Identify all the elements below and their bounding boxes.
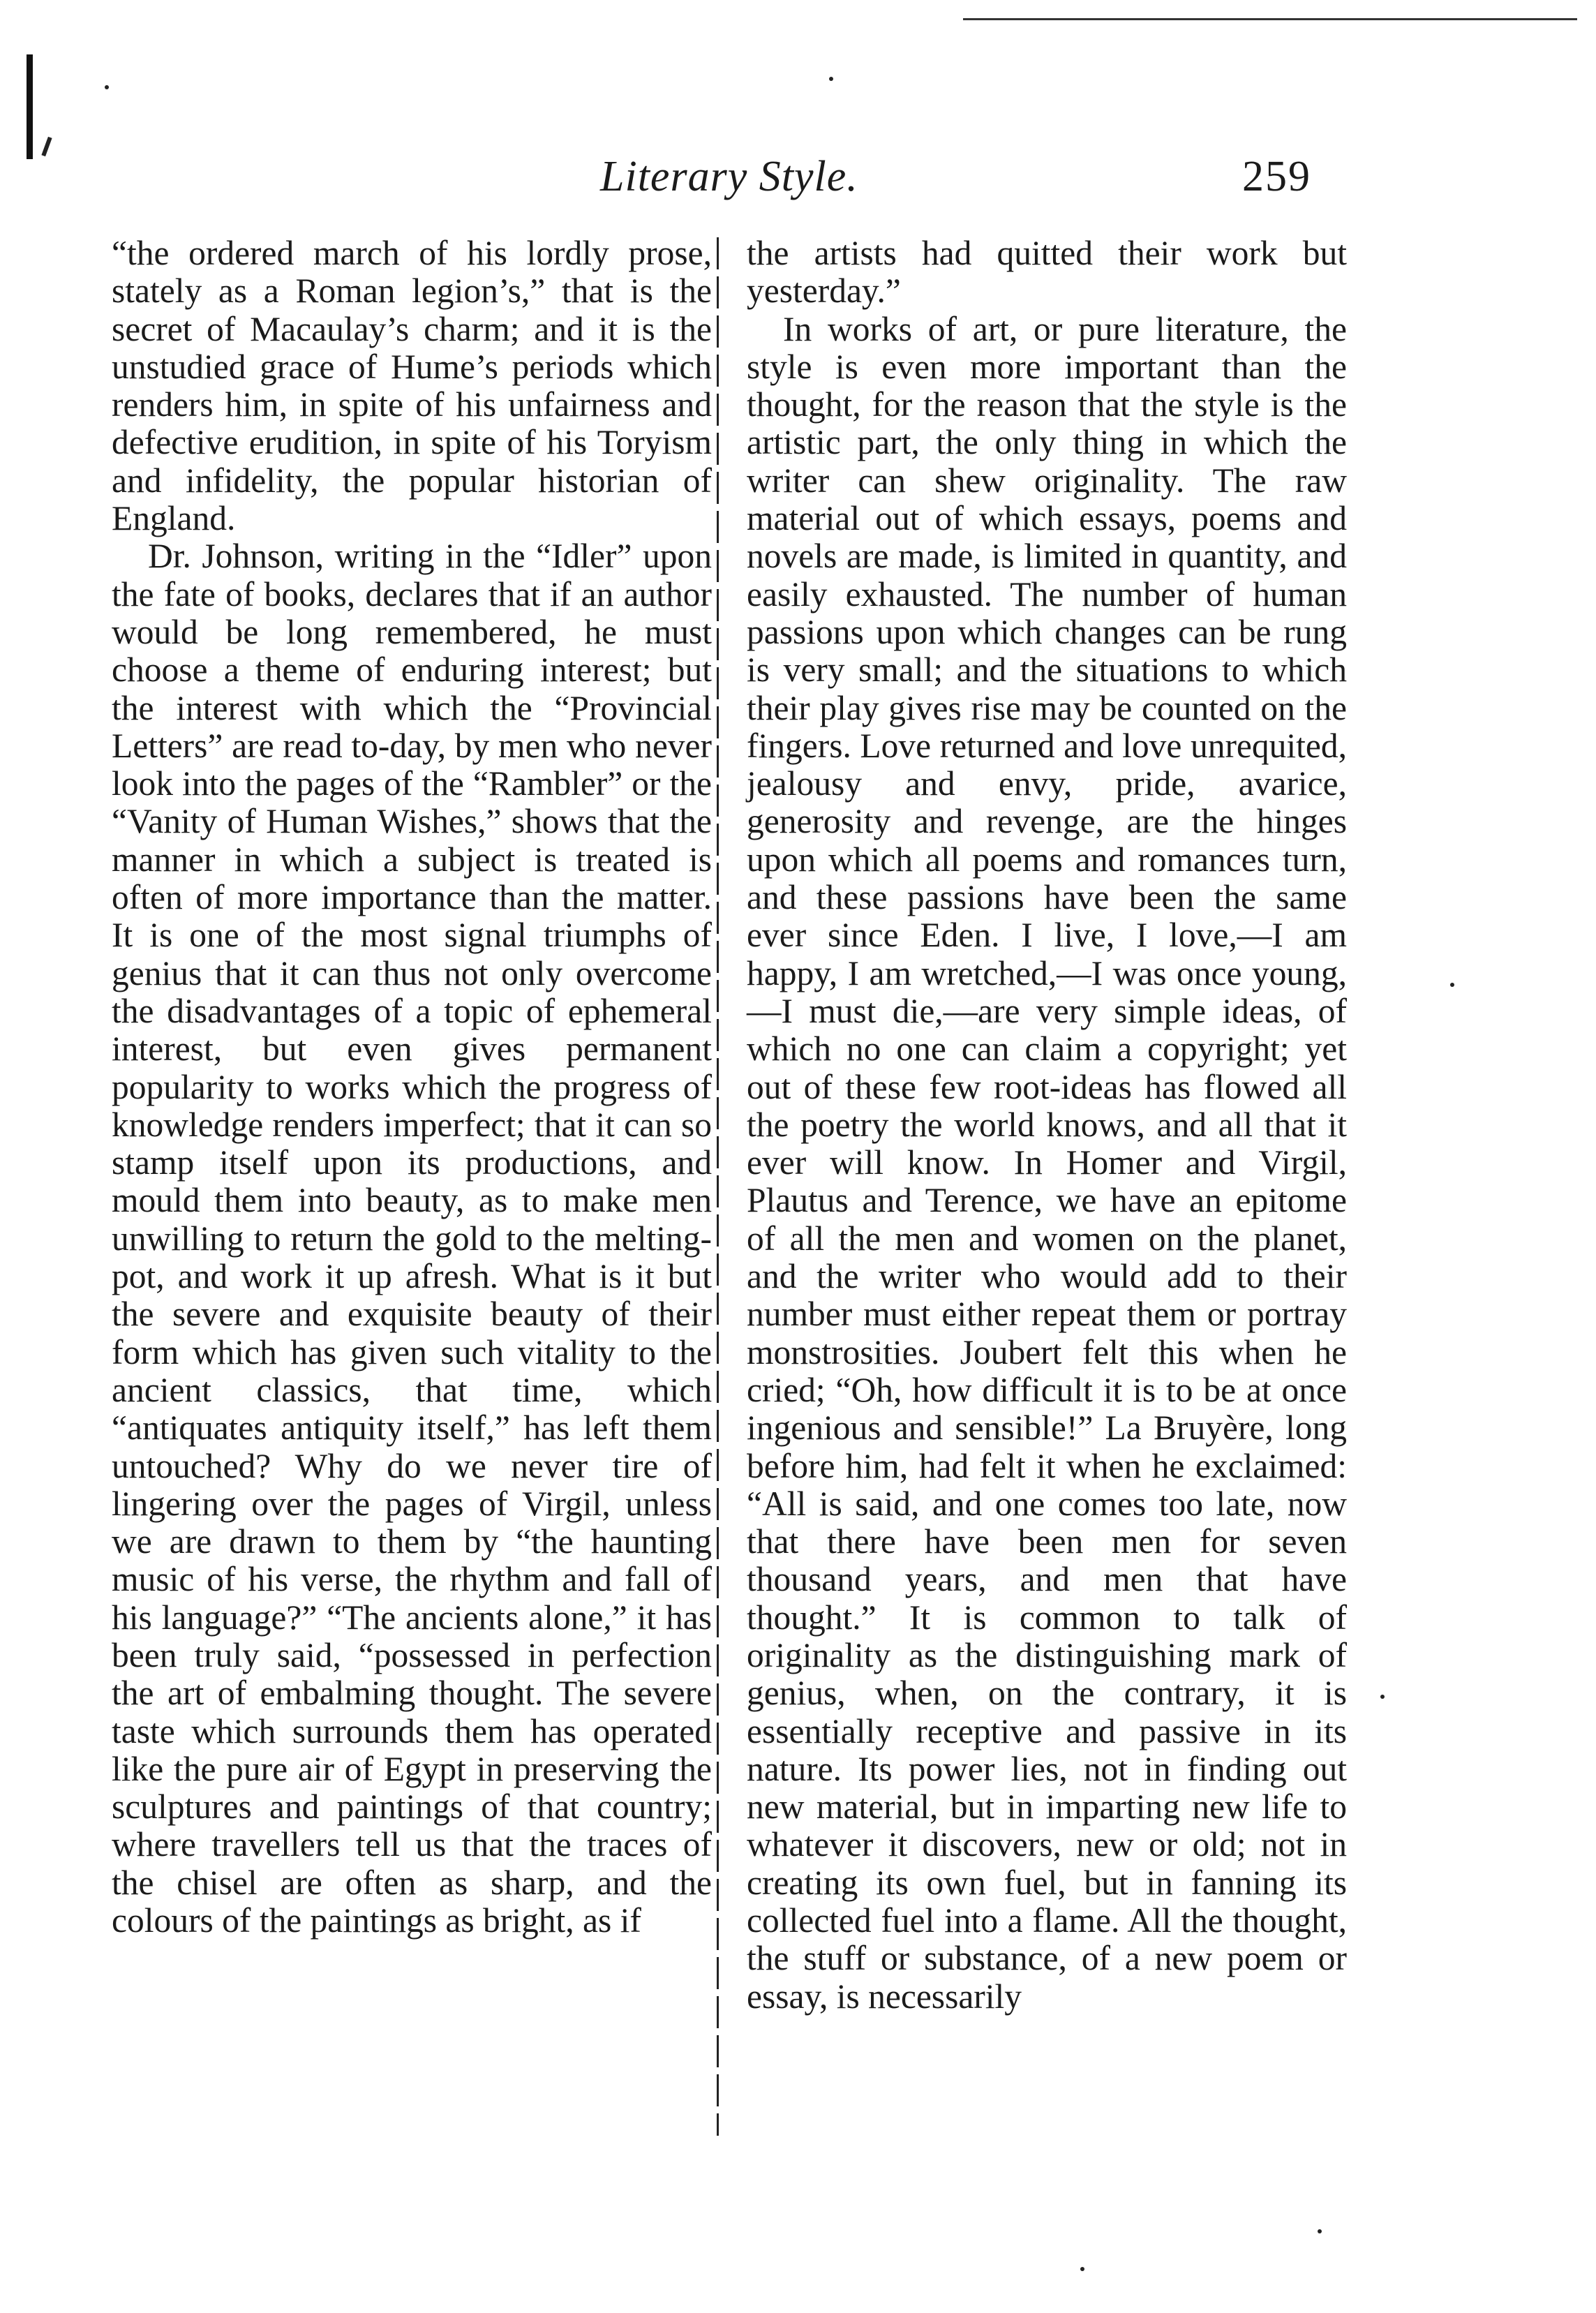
left-paragraph-2: Dr. Johnson, writing in the “Idler” upon the fate of books, declares that if an author would be long remembered, he must choose a theme of enduring interest; but the interest with which the “Provincial Letters” are read to-day, by men who never look into the pages of the “Rambler” or the “Vanity of Human Wishes,” shows that the manner in which a subject is treated is often of more importance than the matter. It is one of the most signal triumphs of genius that it can thus not only overcome the disadvantages of a topic of ephemeral interest, but even gives permanent popularity to works which the progress of knowledge renders imperfect; that it can so stamp itself upon its productions, and mould them into beauty, as to make men unwilling to return the gold to the melting-pot, and work it up afresh. What is it but the severe and exquisite beauty of their form which has given such vitality to the ancient classics, that time, which “antiquates antiquity itself,” has left them untouched? Why do we never tire of lingering over the pages of Virgil, unless we are drawn to them by “the haunting music of his verse, the rhythm and fall of his language?” “The ancients alone,” it has been truly said, “possessed in perfection the art of embalming thought. The severe taste which surrounds them has operated like the pure air of Egypt in preserving the sculptures and paintings of that country; where travellers tell us that the traces of the chisel are often as sharp, and the colours of the paintings as bright, as if [112, 537, 712, 1940]
right-paragraph-1: the artists had quitted their work but yesterday.” [747, 234, 1347, 311]
scan-speck [829, 77, 833, 81]
column-divider [717, 237, 719, 2136]
scan-speck [1450, 983, 1454, 987]
right-column [747, 235, 1347, 2016]
running-head [0, 152, 1596, 208]
right-paragraph-2: In works of art, or pure literature, the style is even more important than the thought, for the reason that the style is the artistic part, the only thing in which the writer can shew originality. The raw material out of which essays, poems and novels are made, is limited in quantity, and easily exhausted. The number of human passions upon which changes can be rung is very small; and the situations to which their play gives rise may be counted on the fingers. Love returned and love unrequited, jealousy and envy, pride, avarice, generosity and revenge, are the hinges upon which all poems and romances turn, and these passions have been the same ever since Eden. I live, I love,—I am happy, I am wretched,—I was once young,—I must die,—are very simple ideas, of which no one can claim a copyright; yet out of these few root-ideas has flowed all the poetry the world knows, and all that it ever will know. In Homer and Virgil, Plautus and Terence, we have an epitome of all the men and women on the planet, and the writer who would add to their number must either repeat them or portray monstrosities. Joubert felt this when he cried; “Oh, how difficult it is to be at once ingenious and sensible!” La Bruyère, long before him, had felt it when he exclaimed: “All is said, and one comes too late, now that there have been men for seven thousand years, and men that have thought.” It is common to talk of originality as the distinguishing mark of genius, when, on the contrary, it is essentially receptive and passive in its nature. Its power lies, not in finding out new material, but in imparting new life to whatever it discovers, new or old; not in creating its own fuel, but in fanning its collected fuel into a flame. All the thought, the stuff or substance, of a new poem or essay, is necessarily [747, 309, 1347, 2016]
left-column [112, 235, 712, 1940]
scan-speck [1380, 1695, 1385, 1699]
scan-speck [1318, 2229, 1322, 2233]
left-paragraph-1: “the ordered march of his lordly prose, stately as a Roman legion’s,” that is the secret of Macaulay’s charm; and it is the unstudied grace of Hume’s periods which renders him, in spite of his unfairness and defective erudition, in spite of his Toryism and infidelity, the popular historian of England. [112, 234, 712, 538]
scan-speck [105, 85, 109, 89]
page-number: 259 [1242, 153, 1311, 200]
margin-scan-mark [27, 54, 33, 159]
scan-speck [1080, 2267, 1084, 2271]
top-scan-rule [963, 18, 1577, 20]
running-title: Literary Style. [600, 153, 858, 200]
